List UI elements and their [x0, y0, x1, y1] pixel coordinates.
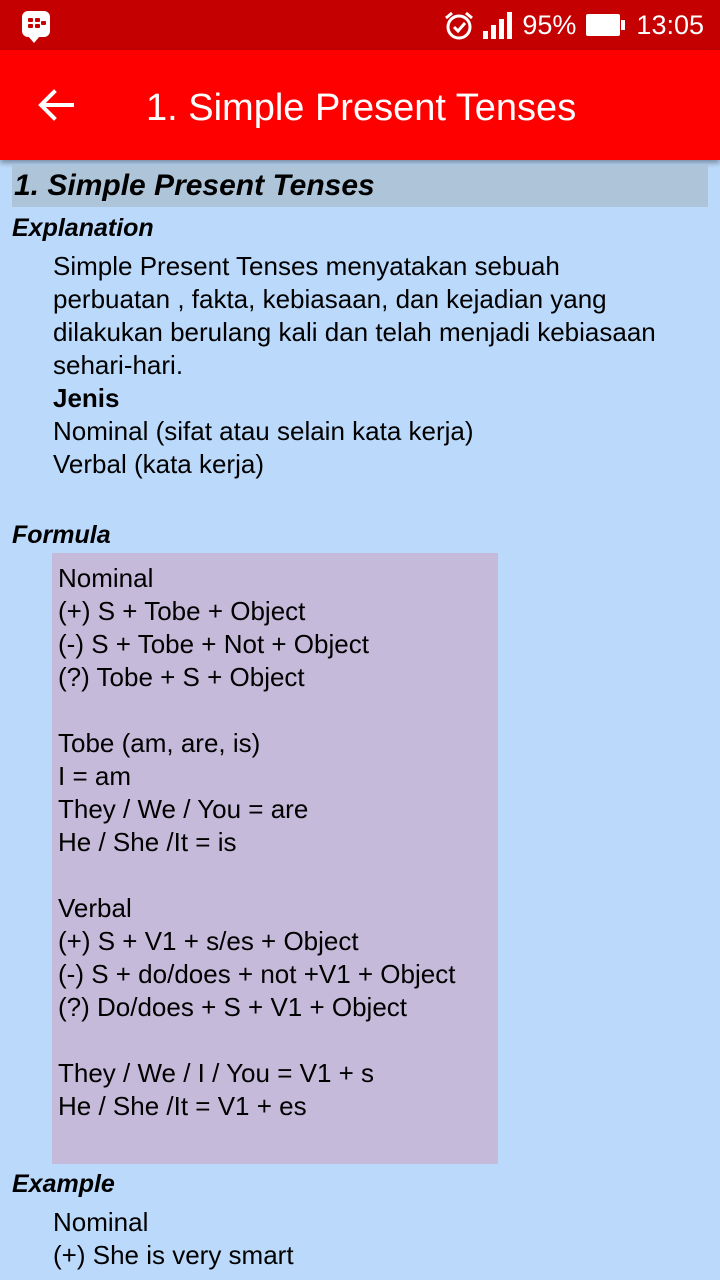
formula-box — [52, 553, 498, 1164]
formula-line: (?) Tobe + S + Object — [58, 662, 305, 692]
bbm-icon[interactable] — [22, 11, 50, 37]
formula-line: (-) S + do/does + not +V1 + Object — [58, 959, 456, 989]
example-line: Nominal — [53, 1207, 149, 1237]
arrow-left-icon[interactable] — [34, 83, 78, 127]
jenis-heading: Jenis — [53, 383, 120, 413]
battery-percent: 95% — [522, 9, 577, 40]
explanation-heading: Explanation — [12, 214, 154, 242]
formula-line: They / We / You = are — [58, 794, 309, 824]
formula-line: Verbal — [58, 893, 132, 923]
explanation-line: dilakukan berulang kali dan telah menjadi kebiasaan — [53, 317, 656, 347]
section-title: 1. Simple Present Tenses — [12, 165, 708, 207]
app-bar-title: 1. Simple Present Tenses — [146, 87, 577, 129]
explanation-line: sehari-hari. — [53, 350, 184, 380]
formula-line: (+) S + V1 + s/es + Object — [58, 926, 359, 956]
explanation-line: Simple Present Tenses menyatakan sebuah — [53, 251, 560, 281]
formula-line: (-) S + Tobe + Not + Object — [58, 629, 369, 659]
formula-line: He / She /It = is — [58, 827, 237, 857]
formula-line: (+) S + Tobe + Object — [58, 596, 306, 626]
clock-time: 13:05 — [636, 9, 704, 40]
app-bar — [0, 50, 720, 160]
alarm-icon — [443, 10, 473, 40]
formula-line: Nominal — [58, 563, 154, 593]
formula-line: Tobe (am, are, is) — [58, 728, 261, 758]
explanation-line: perbuatan , fakta, kebiasaan, dan kejadian yang — [53, 284, 607, 314]
formula-line: They / We / I / You = V1 + s — [58, 1058, 375, 1088]
example-text — [53, 1206, 713, 1272]
example-line: (+) She is very smart — [53, 1240, 294, 1270]
formula-line: He / She /It = V1 + es — [58, 1091, 307, 1121]
jenis-item: Nominal (sifat atau selain kata kerja) — [53, 416, 474, 446]
signal-icon — [483, 11, 512, 39]
battery-icon — [586, 14, 620, 36]
formula-line: I = am — [58, 761, 131, 791]
formula-line: (?) Do/does + S + V1 + Object — [58, 992, 408, 1022]
example-heading: Example — [12, 1170, 115, 1198]
formula-heading: Formula — [12, 521, 111, 549]
jenis-item: Verbal (kata kerja) — [53, 449, 264, 479]
status-bar — [0, 0, 720, 50]
explanation-text — [53, 250, 713, 481]
